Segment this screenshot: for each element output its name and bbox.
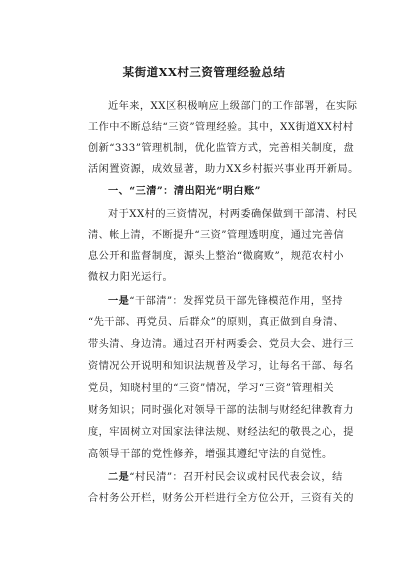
para3-first-rest: “村民清”：召开村民会议或村民代表会议，结	[129, 472, 343, 483]
para3-lead: 二是	[108, 471, 130, 483]
para2-line-1	[108, 294, 343, 309]
intro-line-3: 创新“333”管理机制，优化监管方式，完善相关制度，盘	[88, 143, 355, 154]
para2-line-2: “先干部、再党员、后群众”的原则，真正做到自身清、	[88, 317, 344, 328]
para2-line-3: 带头清、身边清。通过召开村两委会、党员大会、进行三	[88, 339, 354, 350]
para2-line-4: 资情况公开说明和知识法规普及学习，让每名干部、每名	[88, 361, 354, 372]
para2-line-6: 财务知识；同时强化对领导干部的法制与财经纪律教育力	[88, 405, 354, 416]
intro-line-4: 活闲置资源，成效显著，助力XX乡村振兴事业再开新局。	[88, 164, 359, 175]
intro-line-2: 工作中不断总结“三资”管理经验。其中，XX街道XX村村	[88, 122, 354, 133]
para2-line-8: 高领导干部的党性修养，增强其遵纪守法的自觉性。	[88, 449, 333, 460]
para1-line-1: 对于XX村的三资情况，村两委确保做到干部清、村民	[108, 209, 358, 220]
para2-lead: 一是	[108, 295, 130, 307]
para2-line-5: 党员，知晓村里的“三资”情况，学习“三资”管理相关	[88, 383, 335, 394]
para1-line-4: 微权力阳光运行。	[88, 272, 174, 283]
para3-line-2: 合村务公开栏，财务公开栏进行全方位公开，三资有关的	[88, 493, 354, 504]
section-heading-1: 一、“三清”：清出阳光“明白账”	[108, 185, 261, 197]
document-title: 某街道XX村三资管理经验总结	[122, 65, 286, 79]
para2-line-7: 度，牢固树立对国家法律法规、财经法纪的敬畏之心，提	[88, 427, 354, 438]
para3-line-1	[108, 470, 343, 485]
para2-first-rest: “干部清”：发挥党员干部先锋模范作用，坚持	[129, 296, 343, 307]
para1-line-3: 息公开和监督制度，源头上整治“微腐败”，规范农村小	[88, 251, 344, 262]
para1-line-2: 清、帐上清，不断提升“三资”管理透明度，通过完善信	[88, 230, 344, 241]
intro-line-1: 近年来，XX区积极响应上级部门的工作部署，在实际	[108, 101, 358, 112]
